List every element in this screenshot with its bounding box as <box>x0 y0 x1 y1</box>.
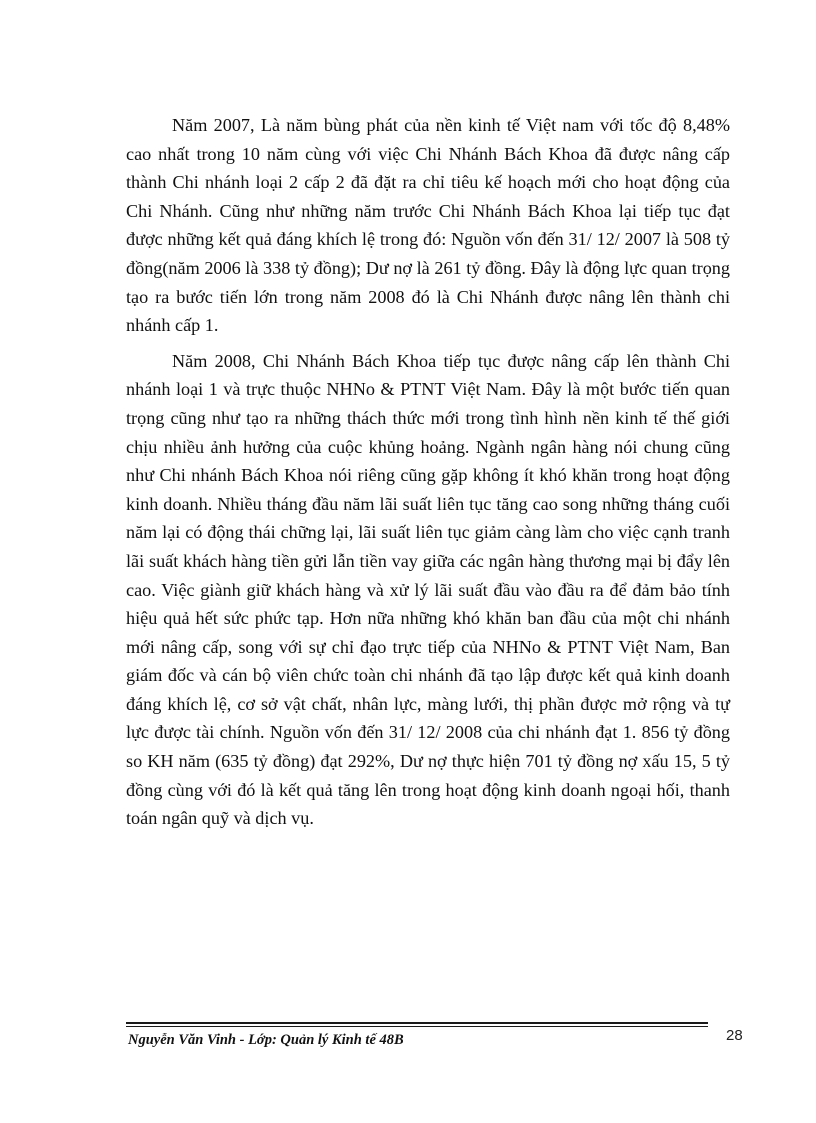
page-number: 28 <box>726 1027 743 1044</box>
footer-divider <box>126 1022 708 1024</box>
body-text <box>126 111 730 840</box>
paragraph-2008: Năm 2008, Chi Nhánh Bách Khoa tiếp tục được nâng cấp lên thành Chi nhánh loại 1 và trực thuộc NHNo & PTNT Việt Nam. Đây là một bước tiến quan trọng cũng như tạo ra những thách thức mới trong tình hình nền kinh tế thế giới chịu nhiều ảnh hưởng của cuộc khủng hoảng. Ngành ngân hàng nói chung cũng như Chi nhánh Bách Khoa nói riêng cũng gặp không ít khó khăn trong hoạt động kinh doanh. Nhiều tháng đầu năm lãi suất liên tục tăng cao song những tháng cuối năm lại có động thái chững lại, lãi suất liên tục giảm càng làm cho việc cạnh tranh lãi suất khách hàng tiền gửi lẫn tiền vay giữa các ngân hàng thương mại bị đẩy lên cao. Việc giành giữ khách hàng và xử lý lãi suất đầu vào đầu ra để đảm bảo tính hiệu quả hết sức phức tạp. Hơn nữa những khó khăn ban đầu của một chi nhánh mới nâng cấp, song với sự chỉ đạo trực tiếp của NHNo & PTNT Việt Nam, Ban giám đốc và cán bộ viên chức toàn chi nhánh đã tạo lập được kết quả kinh doanh đáng khích lệ, cơ sở vật chất, nhân lực, màng lưới, thị phần được mở rộng và tự lực được tài chính. Nguồn vốn đến 31/ 12/ 2008 của chi nhánh đạt 1. 856 tỷ đồng so KH năm (635 tỷ đồng) đạt 292%, Dư nợ thực hiện 701 tỷ đồng nợ xấu 15, 5 tỷ đồng cùng với đó là kết quả tăng lên trong hoạt động kinh doanh ngoại hối, thanh toán ngân quỹ và dịch vụ. <box>126 350 730 829</box>
footer-author: Nguyễn Văn Vinh - Lớp: Quản lý Kinh tế 48B <box>128 1032 404 1048</box>
paragraph-2007: Năm 2007, Là năm bùng phát của nền kinh tế Việt nam với tốc độ 8,48% cao nhất trong 10 năm cùng với việc Chi Nhánh Bách Khoa đã được nâng cấp thành Chi nhánh loại 2 cấp 2 đã đặt ra chỉ tiêu kế hoạch mới cho hoạt động của Chi Nhánh. Cũng như những năm trước Chi Nhánh Bách Khoa lại tiếp tục đạt được những kết quả đáng khích lệ trong đó: Nguồn vốn đến 31/ 12/ 2007 là 508 tỷ đồng(năm 2006 là 338 tỷ đồng); Dư nợ là 261 tỷ đồng. Đây là động lực quan trọng tạo ra bước tiến lớn trong năm 2008 đó là Chi Nhánh được nâng lên thành chi nhánh cấp 1. <box>126 115 730 336</box>
